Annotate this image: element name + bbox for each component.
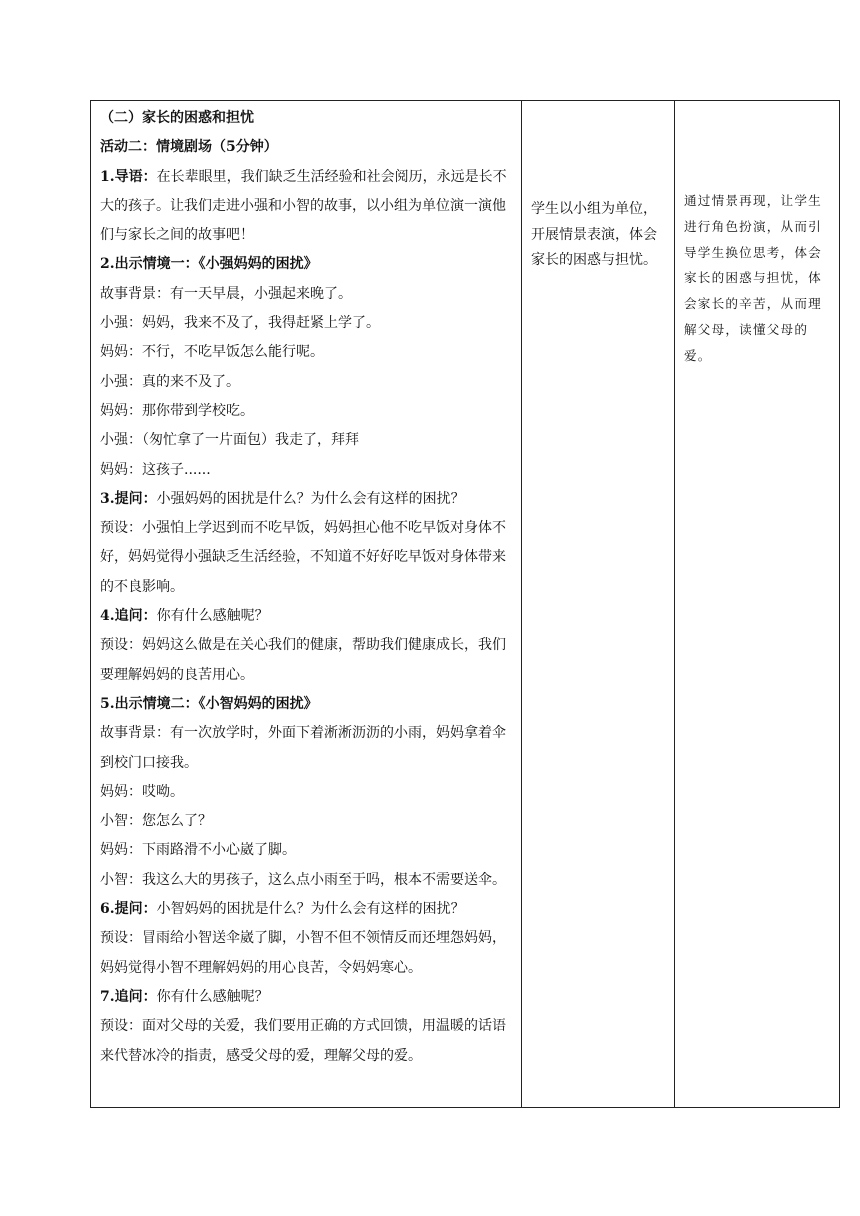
story-line: 故事背景：有一次放学时，外面下着淅淅沥沥的小雨，妈妈拿着伞到校门口接我。 [100,725,506,771]
step-7 [100,983,513,1012]
story-line: 妈妈：这孩子...... [100,461,211,478]
teaching-process-cell [91,101,522,1108]
step-6 [100,895,513,924]
story-line: 妈妈：不行，不吃早饭怎么能行呢。 [100,344,324,361]
story-line: 小智：您怎么了？ [100,813,212,830]
student-activity-text: 学生以小组为单位，开展情景表演，体会家长的困惑与担忧。 [531,201,657,268]
step-5: 5.出示情境二：《小智妈妈的困扰》 [100,695,318,712]
story-line: 小强：真的来不及了。 [100,373,240,390]
design-intent-cell [675,101,840,1108]
story-line: 妈妈：下雨路滑不小心崴了脚。 [100,842,296,859]
step-text: 你有什么感触呢？ [156,608,269,625]
step-label: 4.追问： [100,608,157,625]
preset-answer: 预设：小强怕上学迟到而不吃早饭，妈妈担心他不吃早饭对身体不好，妈妈觉得小强缺乏生活经验，不知道不好好吃早饭对身体带来的不良影响。 [100,520,506,595]
activity-title: 活动二：情境剧场（5分钟） [100,139,278,156]
story-line: 妈妈：哎呦。 [100,783,184,800]
step-1 [100,163,513,251]
step-text: 在长辈眼里，我们缺乏生活经验和社会阅历，永远是长不大的孩子。让我们走进小强和小智的故事，以小组为单位演一演他们与家长之间的故事吧！ [100,168,507,244]
story-line: 小强：妈妈，我来不及了，我得赶紧上学了。 [100,315,380,332]
preset-answer: 预设：妈妈这么做是在关心我们的健康，帮助我们健康成长，我们要理解妈妈的良苦用心。 [100,637,506,683]
step-label: 1.导语： [100,168,157,185]
step-text: 小强妈妈的困扰是什么？为什么会有这样的困扰？ [156,490,465,507]
story-line: 妈妈：那你带到学校吃。 [100,402,254,419]
lesson-table [90,100,840,1108]
step-4 [100,602,513,631]
preset-answer: 预设：冒雨给小智送伞崴了脚，小智不但不领情反而还埋怨妈妈，妈妈觉得小智不理解妈妈的用心良苦，令妈妈寒心。 [100,930,506,976]
story-line: 小强：（匆忙拿了一片面包）我走了，拜拜 [100,432,359,449]
step-label: 7.追问： [100,988,157,1005]
story-line: 小智：我这么大的男孩子，这么点小雨至于吗，根本不需要送伞。 [100,871,506,888]
step-text: 小智妈妈的困扰是什么？为什么会有这样的困扰？ [156,901,465,918]
preset-answer: 预设：面对父母的关爱，我们要用正确的方式回馈，用温暖的话语来代替冰冷的指责，感受父母的爱，理解父母的爱。 [100,1018,506,1064]
step-text: 你有什么感触呢？ [156,988,269,1005]
section-title: （二）家长的困惑和担忧 [100,110,254,126]
step-2: 2.出示情境一：《小强妈妈的困扰》 [100,256,318,273]
story-line: 故事背景：有一天早晨，小强起来晚了。 [100,285,352,302]
student-activity-cell [522,101,675,1108]
design-intent-text: 通过情景再现，让学生进行角色扮演，从而引导学生换位思考，体会家长的困惑与担忧，体会家长的辛苦，从而理解父母，读懂父母的爱。 [684,193,822,363]
table-row [91,101,840,1108]
step-3 [100,485,513,514]
step-label: 3.提问： [100,490,157,507]
step-label: 6.提问： [100,901,157,918]
